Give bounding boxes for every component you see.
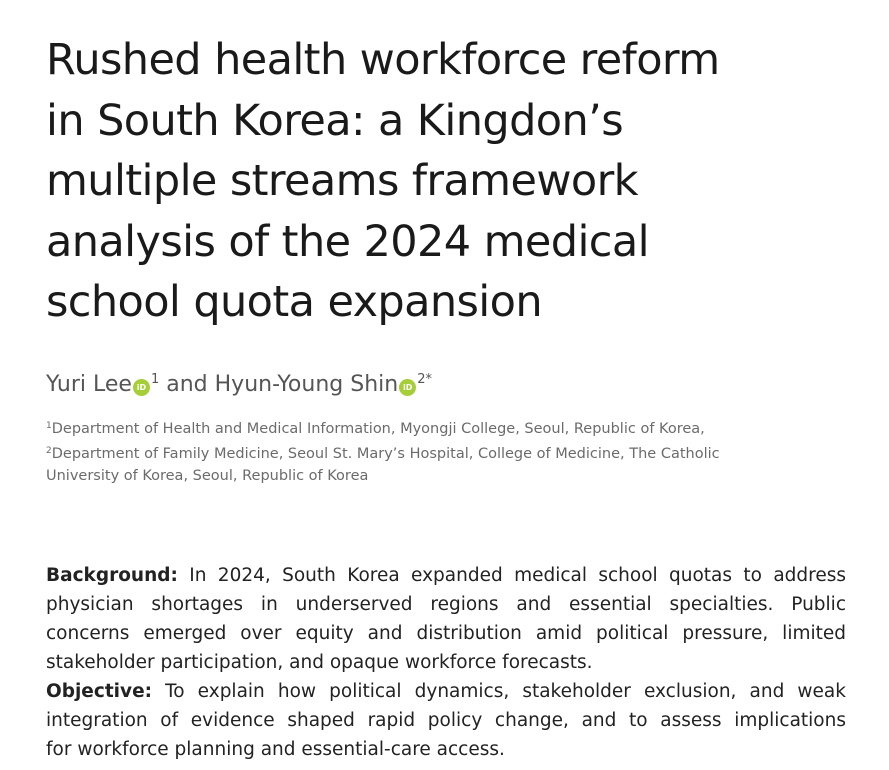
abstract-line: physician shortages in underserved regions and essential specialties. Public (46, 594, 846, 615)
affiliation-line (46, 440, 846, 465)
author-name[interactable]: Yuri Lee (46, 371, 132, 397)
abstract-line: concerns emerged over equity and distribution amid political pressure, limited (46, 623, 846, 644)
affiliation-line (46, 415, 846, 440)
abstract-line (46, 677, 846, 706)
orcid-icon[interactable]: iD (399, 379, 416, 396)
title-line: in South Korea: a Kingdon’s (46, 95, 624, 146)
abstract-line: for workforce planning and essential-care access. (46, 739, 505, 760)
affiliation-text: Department of Health and Medical Information, Myongji College, Seoul, Republic of Korea, (51, 420, 705, 437)
affiliation-line: University of Korea, Seoul, Republic of Korea (46, 467, 369, 484)
abstract-text: To explain how political dynamics, stakeholder exclusion, and weak (152, 681, 846, 702)
author-affiliation-marker: 2* (417, 371, 432, 387)
title-line: school quota expansion (46, 277, 543, 327)
title-line: Rushed health workforce reform (46, 35, 720, 85)
abstract-line: stakeholder participation, and opaque workforce forecasts. (46, 652, 593, 673)
article-title (46, 30, 846, 333)
affiliation-text: Department of Family Medicine, Seoul St. Mary’s Hospital, College of Medicine, The Catholic (51, 445, 720, 462)
affiliation-marker: 2 (46, 445, 52, 456)
affiliations (46, 415, 846, 487)
author-name[interactable]: Hyun-Young Shin (214, 371, 399, 397)
orcid-icon[interactable]: iD (133, 379, 150, 396)
title-line: analysis of the 2024 medical (46, 216, 649, 267)
title-line: multiple streams framework (46, 156, 638, 206)
author-list (46, 365, 846, 400)
objective-label: Objective: (46, 681, 153, 702)
affiliation-marker: 1 (46, 420, 52, 431)
abstract-line: integration of evidence shaped rapid policy change, and to assess implications (46, 710, 846, 731)
abstract (46, 561, 846, 764)
author-separator: and (159, 371, 215, 397)
abstract-line (46, 561, 846, 590)
background-label: Background: (46, 565, 178, 586)
article-header (46, 30, 846, 487)
author-affiliation-marker: 1 (150, 371, 160, 387)
abstract-text: In 2024, South Korea expanded medical school quotas to address (177, 565, 846, 586)
